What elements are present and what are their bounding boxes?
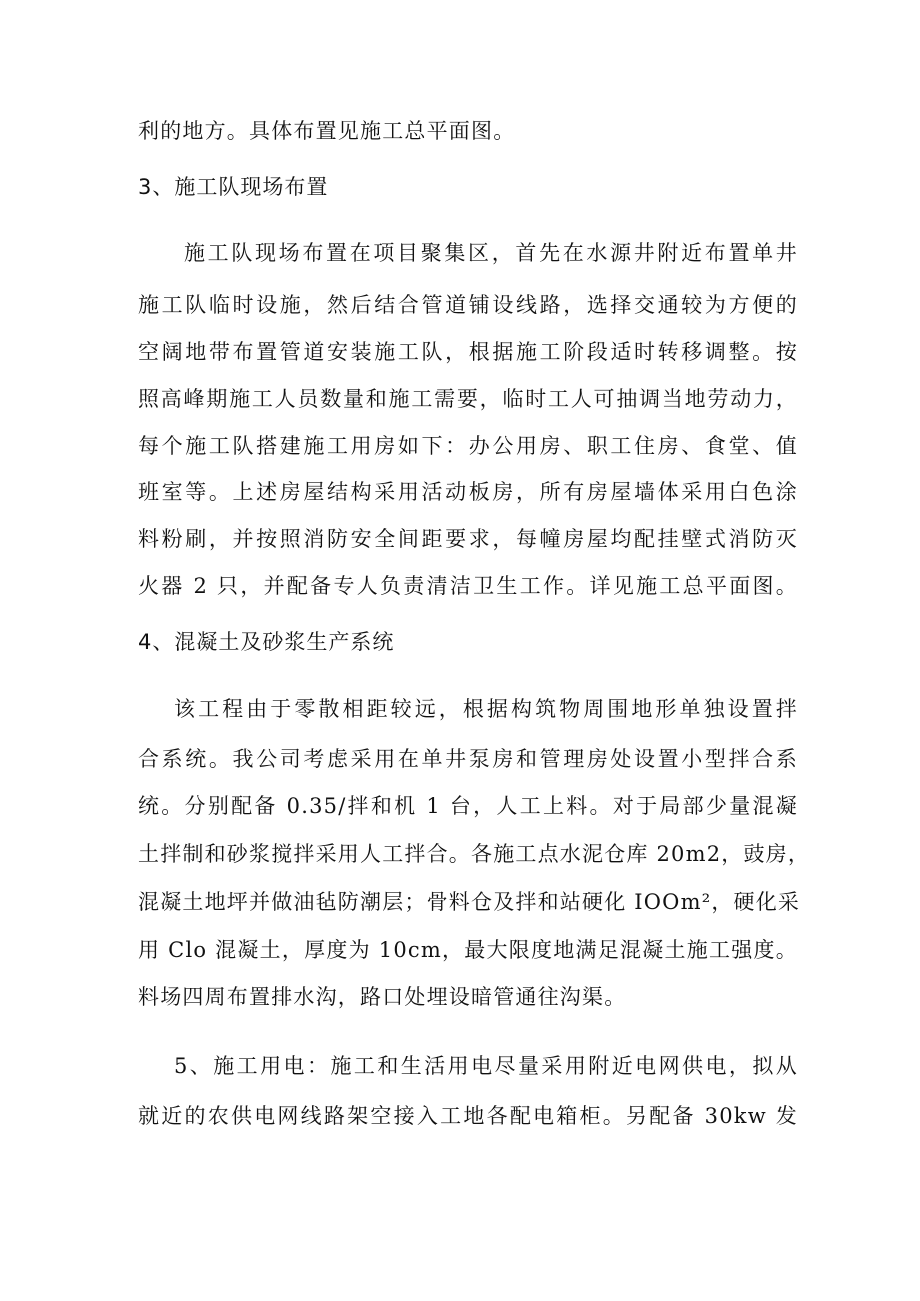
paragraph-line: 土拌制和砂浆搅拌采用人工拌合。各施工点水泥仓库 20m2，豉房， [138, 842, 811, 866]
paragraph-line: 施工队临时设施，然后结合管道铺设线路，选择交通较为方便的 [138, 293, 798, 317]
paragraph-line: 统。分别配备 0.35/拌和机 1 台，人工上料。对于局部少量混凝 [138, 794, 798, 818]
paragraph-line: 施工队现场布置在项目聚集区，首先在水源井附近布置单井 [184, 241, 798, 265]
paragraph-line: 照高峰期施工人员数量和施工需要，临时工人可抽调当地劳动力， [138, 387, 798, 411]
section-heading-4: 4、混凝土及砂浆生产系统 [138, 630, 395, 654]
paragraph-line: 合系统。我公司考虑采用在单井泵房和管理房处设置小型拌合系 [138, 747, 798, 771]
paragraph-line: 该工程由于零散相距较远，根据构筑物周围地形单独设置拌 [174, 697, 798, 721]
paragraph-line: 料粉刷，并按照消防安全间距要求，每幢房屋均配挂壁式消防灭 [138, 527, 798, 551]
paragraph-line: 用 Clo 混凝土，厚度为 10cm，最大限度地满足混凝土施工强度。 [138, 938, 798, 962]
paragraph-line: 火器 2 只，并配备专人负责清洁卫生工作。详见施工总平面图。 [138, 574, 798, 598]
paragraph-line: 利的地方。具体布置见施工总平面图。 [138, 119, 516, 143]
paragraph-line: 每个施工队搭建施工用房如下：办公用房、职工住房、食堂、值 [138, 434, 798, 458]
section-heading-3: 3、施工队现场布置 [138, 175, 329, 199]
paragraph-line: 混凝土地坪并做油毡防潮层；骨料仓及拌和站硬化 IOOm²，硬化采 [138, 890, 801, 914]
paragraph-line: 料场四周布置排水沟，路口处埋设暗管通往沟渠。 [138, 985, 627, 1009]
paragraph-line: 班室等。上述房屋结构采用活动板房，所有房屋墙体采用白色涂 [138, 480, 798, 504]
paragraph-line: 就近的农供电网线路架空接入工地各配电箱柜。另配备 30kw 发 [138, 1104, 798, 1128]
paragraph-line: 空阔地带布置管道安装施工队，根据施工阶段适时转移调整。按 [138, 340, 798, 364]
paragraph-line: 5、施工用电：施工和生活用电尽量采用附近电网供电，拟从 [174, 1054, 798, 1078]
